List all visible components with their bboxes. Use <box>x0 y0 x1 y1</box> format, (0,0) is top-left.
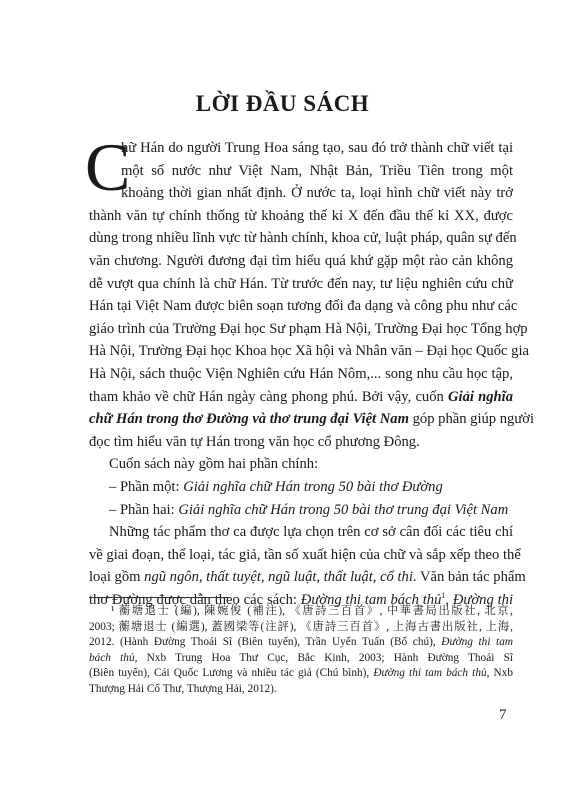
text-line: Hán tại Việt Nam được biên soạn tương đối đa dạng và công phu như các <box>89 298 518 315</box>
list-item <box>89 476 513 499</box>
footnote-line: Thượng Hải Cổ Thư, Thượng Hải, 2012). <box>89 682 277 695</box>
footnote-divider <box>89 597 229 598</box>
footnote-line <box>89 635 513 651</box>
text-line: dùng trong nhiều lĩnh vực từ hành chính, khoa cử, luật pháp, quân sự đến <box>89 230 517 247</box>
text-segment: tham khảo về chữ Hán ngày càng phong phú. Bởi vậy, cuốn <box>89 388 448 405</box>
text-segment: , Nxb <box>486 667 514 680</box>
text-italic: Đường thi tam bách thủ <box>300 591 442 608</box>
text-line: Hà Nội, Trường Đại học Khoa học Xã hội và Nhân văn – Đại học Quốc gia <box>89 343 529 360</box>
footnote-line: 2003; 蘅塘退士 (編選), 蓋國梁等(注評), 《唐詩三百首》, 上海古書出版社, 上海, <box>89 620 513 633</box>
text-line: thành văn tự chính thống từ khoảng thế kỉ X đến đầu thế kỉ XX, được <box>89 207 513 224</box>
text-segment: góp phần giúp người <box>408 411 535 428</box>
text-line: Những tác phẩm thơ ca được lựa chọn trên cơ sở cân đối các tiêu chí <box>109 524 513 541</box>
text-italic: Đường thi <box>452 591 514 608</box>
text-segment: 2012. (Hành Đường Thoái Sĩ (Biên tuyển), Trần Uyển Tuấn (Bổ chú), <box>89 636 442 649</box>
footnote-line <box>89 666 513 682</box>
text-line: một số nước như Việt Nam, Nhật Bản, Triều Tiên trong một <box>121 162 513 179</box>
text-line: thơ Đường được dẫn theo các sách: Đường thi tam bách thủ$^1$, Đường thi <box>89 591 514 608</box>
text-line: văn chương. Người đương đại tìm hiểu quá khứ gặp một rào cản không <box>89 252 513 269</box>
text-line <box>89 566 526 589</box>
part-title: Giải nghĩa chữ Hán trong 50 bài thơ Đường <box>183 478 443 495</box>
text-italic: Đường thi tam bách thủ <box>373 667 487 680</box>
text-italic: Đường thi tam <box>441 636 513 649</box>
text-line: dễ vượt qua chính là chữ Hán. Từ trước đến nay, tư liệu nghiên cứu chữ <box>89 275 513 292</box>
text-line: Hà Nội, sách thuộc Viện Nghiên cứu Hán Nôm,... song nhu cầu học tập, <box>89 365 513 382</box>
drop-cap: C <box>85 129 131 205</box>
text-line: Cuốn sách này gồm hai phần chính: <box>109 456 319 473</box>
part-title: Giải nghĩa chữ Hán trong 50 bài thơ trung đại Việt Nam <box>178 501 509 518</box>
list-prefix: – Phần một: <box>109 478 184 495</box>
book-title-part2: chữ Hán trong thơ Đường và thơ trung đại Việt Nam <box>89 411 409 428</box>
text-line: khoảng thời gian nhất định. Ở nước ta, loại hình chữ viết này trở <box>121 185 513 202</box>
text-italic: bách thủ <box>89 651 135 664</box>
text-segment: thơ Đường được dẫn theo các sách: <box>89 591 301 608</box>
text-line <box>89 408 535 431</box>
paragraph-intro <box>89 137 535 611</box>
text-line: đọc tìm hiểu văn tự Hán trong văn học cổ phương Đông. <box>89 433 420 450</box>
text-segment: . Văn bản tác phẩm <box>412 569 526 586</box>
text-line: giáo trình của Trường Đại học Sư phạm Hà Nội, Trường Đại học Tổng hợp <box>89 320 528 337</box>
footnote-line: ¹ 蘅塘退士 (編), 陳婉俊 (補注), 《唐詩三百首》, 中華書局出版社, 北京, <box>111 605 513 617</box>
text-line <box>89 386 513 409</box>
list-item <box>89 499 513 522</box>
page-number: 7 <box>499 707 507 723</box>
text-line: về giai đoạn, thể loại, tác giả, tần số xuất hiện của chữ và sắp xếp theo thể <box>89 546 521 563</box>
book-title-part1: Giải nghĩa <box>448 388 513 405</box>
text-line: hữ Hán do người Trung Hoa sáng tạo, sau đó trở thành chữ viết tại <box>121 140 513 156</box>
list-prefix: – Phần hai: <box>109 501 179 518</box>
page-title: LỜI ĐẦU SÁCH <box>195 91 370 116</box>
footnote <box>89 604 513 698</box>
text-segment: (Biên tuyển), Cái Quốc Lương và nhiều tác giả (Chú bình), <box>89 667 374 680</box>
footnote-line <box>89 651 513 667</box>
text-segment: , Nxb Trung Hoa Thư Cục, Bắc Kinh, 2003; Hành Đường Thoái Sĩ <box>134 651 513 664</box>
text-italic: ngũ ngôn, thất tuyệt, ngũ luật, thất luật, cổ thi <box>144 569 413 586</box>
footnote-ref: 1 <box>441 591 446 601</box>
text-segment: loại gồm <box>89 569 145 586</box>
